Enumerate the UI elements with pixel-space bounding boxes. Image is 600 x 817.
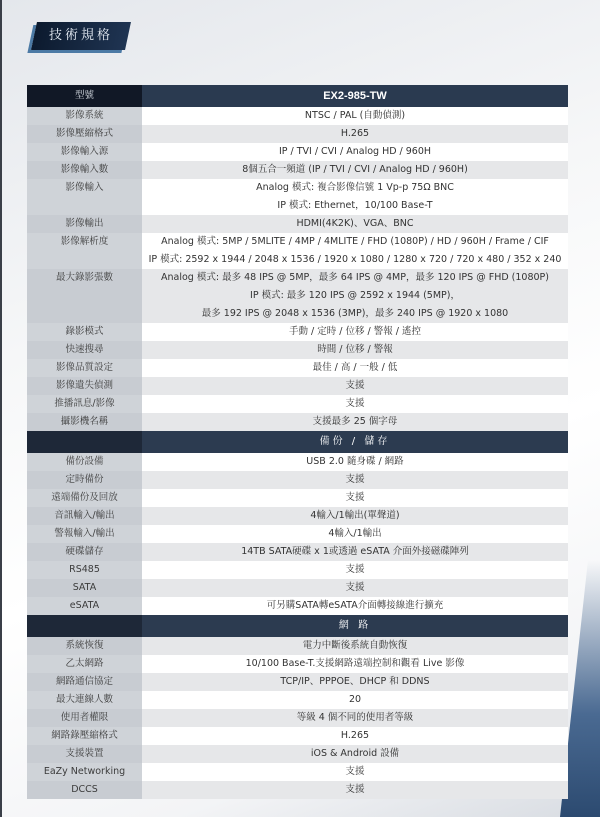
- spec-row: [27, 453, 568, 471]
- spec-label: 最大錄影張數: [27, 269, 142, 323]
- spec-row: [27, 489, 568, 507]
- spec-value-line: 支援: [345, 398, 365, 409]
- spec-value: [142, 377, 568, 395]
- spec-row: [27, 507, 568, 525]
- spec-value-line: 可另購SATA轉eSATA介面轉接線進行擴充: [266, 600, 444, 611]
- spec-row: [27, 471, 568, 489]
- spec-value: [142, 579, 568, 597]
- spec-value: [142, 359, 568, 377]
- spec-label: 系統恢復: [27, 637, 142, 655]
- spec-row: [27, 781, 568, 799]
- spec-value: [142, 395, 568, 413]
- spec-value: [142, 709, 568, 727]
- spec-row: [27, 377, 568, 395]
- section-header-blank: [27, 615, 142, 637]
- spec-row: [27, 745, 568, 763]
- spec-value-line: IP / TVI / CVI / Analog HD / 960H: [278, 146, 432, 157]
- spec-label: 影像輸入數: [27, 161, 142, 179]
- spec-row: [27, 709, 568, 727]
- spec-label: DCCS: [27, 781, 142, 799]
- spec-row: [27, 637, 568, 655]
- spec-value-line: 支援: [345, 474, 365, 485]
- spec-value: [142, 543, 568, 561]
- spec-label: 影像品質設定: [27, 359, 142, 377]
- spec-value-line: TCP/IP、PPPOE、DHCP 和 DDNS: [280, 676, 430, 687]
- spec-value-line: IP 模式: Ethernet，10/100 Base-T: [277, 200, 433, 211]
- spec-row: [27, 413, 568, 431]
- section-title: 技術規格: [48, 28, 113, 43]
- spec-row: [27, 215, 568, 233]
- spec-label: SATA: [27, 579, 142, 597]
- spec-value: [142, 143, 568, 161]
- spec-row: [27, 161, 568, 179]
- spec-label: 使用者權限: [27, 709, 142, 727]
- spec-value: [142, 561, 568, 579]
- spec-row: [27, 233, 568, 269]
- spec-value: [142, 269, 568, 323]
- spec-label: 硬碟儲存: [27, 543, 142, 561]
- spec-row: [27, 143, 568, 161]
- spec-row: [27, 323, 568, 341]
- spec-label: 影像輸入: [27, 179, 142, 215]
- spec-value-line: H.265: [340, 128, 370, 139]
- section-header-row: [27, 615, 568, 637]
- spec-row: [27, 673, 568, 691]
- spec-label: 錄影模式: [27, 323, 142, 341]
- spec-label: EaZy Networking: [27, 763, 142, 781]
- spec-label: 警報輸入/輸出: [27, 525, 142, 543]
- spec-value: [142, 507, 568, 525]
- spec-label: 網路通信協定: [27, 673, 142, 691]
- spec-label: 快速搜尋: [27, 341, 142, 359]
- spec-label: 乙太網路: [27, 655, 142, 673]
- spec-row: [27, 597, 568, 615]
- spec-value-line: 支援最多 25 個字母: [312, 416, 398, 427]
- spec-value: [142, 691, 568, 709]
- spec-label: 網路錄壓縮格式: [27, 727, 142, 745]
- spec-value-line: 10/100 Base-T.支援網路遠端控制和觀看 Live 影像: [245, 658, 465, 669]
- table-header-row: [27, 85, 568, 107]
- spec-value: [142, 125, 568, 143]
- spec-row: [27, 395, 568, 413]
- spec-value: [142, 215, 568, 233]
- spec-value: [142, 597, 568, 615]
- spec-value-line: USB 2.0 隨身碟 / 網路: [306, 456, 404, 467]
- spec-row: [27, 525, 568, 543]
- model-value: EX2-985-TW: [142, 85, 568, 107]
- spec-value: [142, 525, 568, 543]
- spec-label: 最大連線人數: [27, 691, 142, 709]
- spec-value: [142, 655, 568, 673]
- spec-label: RS485: [27, 561, 142, 579]
- spec-label: 影像輸出: [27, 215, 142, 233]
- spec-value-line: 4輸入/1輸出: [328, 528, 382, 539]
- spec-row: [27, 727, 568, 745]
- spec-row: [27, 561, 568, 579]
- spec-value-line: 時間 / 位移 / 警報: [317, 344, 393, 355]
- spec-value: [142, 781, 568, 799]
- spec-value: [142, 763, 568, 781]
- spec-value: [142, 673, 568, 691]
- spec-value-line: 4輸入/1輸出(單聲道): [310, 510, 400, 521]
- spec-value: [142, 453, 568, 471]
- spec-value-line: 支援: [345, 492, 365, 503]
- spec-value-line: H.265: [340, 730, 370, 741]
- spec-value: [142, 107, 568, 125]
- spec-value-line: 8個五合一頻道 (IP / TVI / CVI / Analog HD / 960H): [242, 164, 468, 175]
- spec-value: [142, 637, 568, 655]
- spec-value-line: Analog 模式: 複合影像信號 1 Vp-p 75Ω BNC: [256, 182, 454, 193]
- section-title-banner: [31, 22, 131, 50]
- spec-label: 推播訊息/影像: [27, 395, 142, 413]
- spec-table: [27, 85, 568, 799]
- spec-value-line: 20: [348, 694, 362, 705]
- spec-value-line: 14TB SATA硬碟 x 1或透過 eSATA 介面外接磁碟陣列: [241, 546, 469, 557]
- spec-row: [27, 107, 568, 125]
- spec-value-line: IP 模式: 2592 x 1944 / 2048 x 1536 / 1920 x 1080 / 1280 x 720 / 720 x 480 / 352 x 240: [148, 254, 562, 265]
- spec-value-line: 最多 192 IPS @ 2048 x 1536 (3MP)，最多 240 IPS @ 1920 x 1080: [201, 308, 509, 319]
- spec-value-line: HDMI(4K2K)、VGA、BNC: [296, 218, 414, 229]
- spec-value-line: IP 模式: 最多 120 IPS @ 2592 x 1944 (5MP)，: [250, 290, 460, 301]
- spec-value: [142, 413, 568, 431]
- spec-value-line: 支援: [345, 766, 365, 777]
- spec-row: [27, 579, 568, 597]
- section-header-title: 備份 / 儲存: [142, 431, 568, 453]
- spec-row: [27, 691, 568, 709]
- section-header-row: [27, 431, 568, 453]
- spec-label: 影像系統: [27, 107, 142, 125]
- section-header-title: 網 路: [142, 615, 568, 637]
- spec-value-line: iOS & Android 設備: [310, 748, 400, 759]
- spec-value: [142, 179, 568, 215]
- spec-value-line: Analog 模式: 5MP / 5MLITE / 4MP / 4MLITE / FHD (1080P) / HD / 960H / Frame / CIF: [161, 236, 549, 247]
- spec-label: 影像壓縮格式: [27, 125, 142, 143]
- spec-value: [142, 323, 568, 341]
- model-label: 型號: [27, 85, 142, 107]
- spec-row: [27, 359, 568, 377]
- spec-value-line: 支援: [345, 784, 365, 795]
- spec-label: 定時備份: [27, 471, 142, 489]
- spec-value-line: 等級 4 個不同的使用者等級: [296, 712, 414, 723]
- spec-label: 攝影機名稱: [27, 413, 142, 431]
- spec-label: eSATA: [27, 597, 142, 615]
- spec-value-line: 支援: [345, 582, 365, 593]
- spec-label: 備份設備: [27, 453, 142, 471]
- spec-row: [27, 543, 568, 561]
- spec-value: [142, 161, 568, 179]
- spec-label: 影像遺失偵測: [27, 377, 142, 395]
- spec-value: [142, 727, 568, 745]
- spec-value-line: 最佳 / 高 / 一般 / 低: [312, 362, 398, 373]
- spec-value-line: 手動 / 定時 / 位移 / 警報 / 遙控: [289, 326, 421, 337]
- spec-value-line: 電力中斷後系統自動恢復: [302, 640, 408, 651]
- spec-label: 影像輸入源: [27, 143, 142, 161]
- spec-value: [142, 745, 568, 763]
- spec-row: [27, 269, 568, 323]
- spec-label: 遠端備份及回放: [27, 489, 142, 507]
- spec-row: [27, 125, 568, 143]
- spec-row: [27, 763, 568, 781]
- spec-row: [27, 179, 568, 215]
- spec-value-line: 支援: [345, 380, 365, 391]
- spec-value: [142, 471, 568, 489]
- spec-value: [142, 341, 568, 359]
- spec-row: [27, 655, 568, 673]
- spec-label: 音訊輸入/輸出: [27, 507, 142, 525]
- spec-row: [27, 341, 568, 359]
- spec-value-line: NTSC / PAL (自動偵測): [304, 110, 406, 121]
- spec-value: [142, 233, 568, 269]
- section-header-blank: [27, 431, 142, 453]
- spec-value-line: 支援: [345, 564, 365, 575]
- spec-value-line: Analog 模式: 最多 48 IPS @ 5MP，最多 64 IPS @ 4MP，最多 120 IPS @ FHD (1080P): [161, 272, 549, 283]
- spec-label: 支援裝置: [27, 745, 142, 763]
- spec-label: 影像解析度: [27, 233, 142, 269]
- spec-value: [142, 489, 568, 507]
- left-edge-bar: [0, 0, 2, 817]
